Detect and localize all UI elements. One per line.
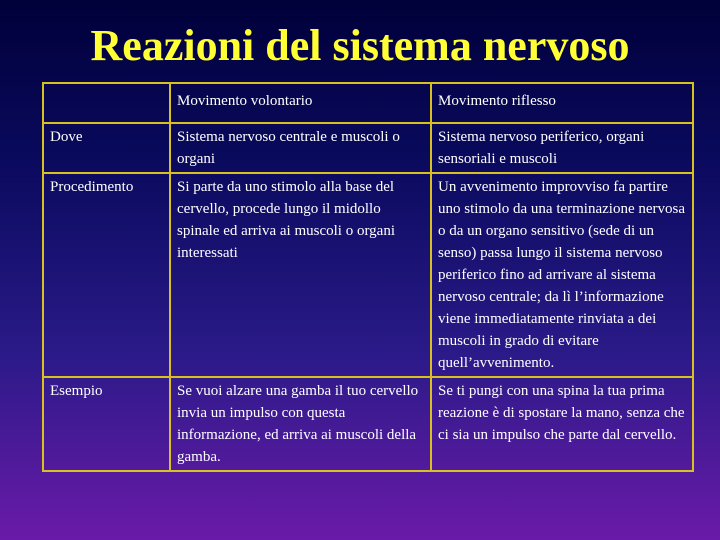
header-movimento-volontario: Movimento volontario [170,83,431,123]
cell-dove-riflesso: Sistema nervoso periferico, organi sensoriali e muscoli [431,123,693,173]
table-row-procedimento [43,173,693,377]
cell-procedimento-volontario: Si parte da uno stimolo alla base del cervello, procede lungo il midollo spinale ed arriva ai muscoli o organi interessati [170,173,431,377]
table-row-dove [43,123,693,173]
row-label-esempio: Esempio [43,377,170,471]
table-row-esempio [43,377,693,471]
cell-esempio-riflesso: Se ti pungi con una spina la tua prima reazione è di spostare la mano, senza che ci sia un impulso che parte dal cervello. [431,377,693,471]
row-label-dove: Dove [43,123,170,173]
cell-esempio-volontario: Se vuoi alzare una gamba il tuo cervello invia un impulso con questa informazione, ed arriva ai muscoli della gamba. [170,377,431,471]
row-label-procedimento: Procedimento [43,173,170,377]
header-empty-cell [43,83,170,123]
table-header-row [43,83,693,123]
header-movimento-riflesso: Movimento riflesso [431,83,693,123]
slide-title: Reazioni del sistema nervoso [90,21,630,70]
comparison-table [42,82,694,472]
cell-procedimento-riflesso: Un avvenimento improvviso fa partire uno stimolo da una terminazione nervosa o da un organo sensitivo (sede di un senso) passa lungo il sistema nervoso periferico fino ad arrivare al sistema nervoso centrale; da lì l’informazione viene immediatamente rinviata a dei muscoli in grado di evitare quell’avvenimento. [431,173,693,377]
cell-dove-volontario: Sistema nervoso centrale e muscoli o organi [170,123,431,173]
